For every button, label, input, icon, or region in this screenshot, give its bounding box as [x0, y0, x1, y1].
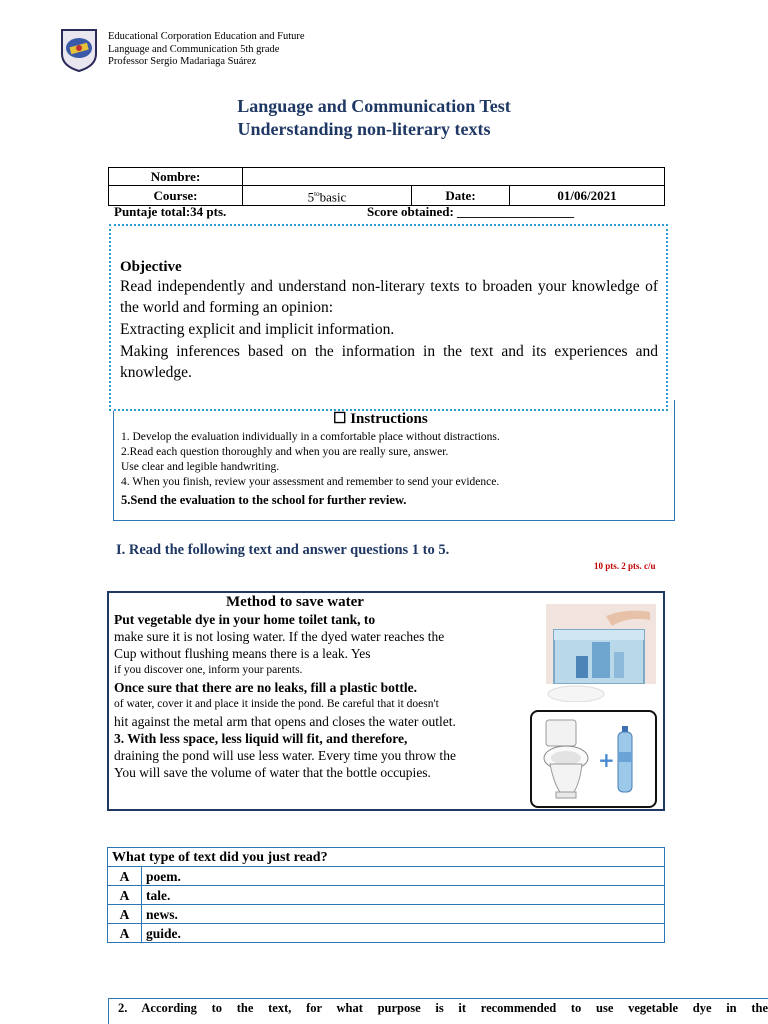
institution-name: Educational Corporation Education and Future: [108, 31, 305, 42]
total-score: Puntaje total:34 pts.: [114, 204, 227, 219]
date-label: Date:: [412, 186, 510, 206]
instruction-item: 5.Send the evaluation to the school for further review.: [121, 493, 407, 507]
course-subject: Language and Communication 5th grade: [108, 43, 280, 55]
name-label: Nombre:: [109, 168, 243, 186]
option-text: tale.: [142, 886, 665, 905]
instructions-heading: ☐ Instructions: [333, 411, 428, 427]
section-heading: I. Read the following text and answer questions 1 to 5.: [116, 542, 450, 558]
plus-icon: +: [598, 748, 615, 772]
option-letter: A: [108, 924, 142, 943]
answer-option[interactable]: [108, 905, 665, 924]
instruction-item: 4. When you finish, review your assessment and remember to send your evidence.: [121, 476, 500, 488]
question-2-prompt: 2. According to the text, for what purpose is it recommended to use vegetable dye in the: [118, 1001, 768, 1015]
objective-point: Extracting explicit and implicit information.: [120, 321, 395, 338]
reading-title: Method to save water: [226, 594, 364, 610]
instruction-item: 2.Read each question thoroughly and when you are really sure, answer.: [121, 446, 449, 458]
instructions-list: [121, 430, 661, 508]
objective-text: Read independently and understand non-literary texts to broaden your knowledge of the world and forming an opinion:: [120, 278, 658, 316]
objective-point: Making inferences based on the information in the text and its experiences and knowledge.: [120, 343, 658, 381]
question-1-table: [107, 847, 665, 943]
objective-box: [109, 224, 668, 411]
toilet-bottle-image: [530, 710, 657, 808]
course-value: $5^{to}basic$: [243, 186, 412, 206]
test-subtitle: Understanding non-literary texts: [237, 119, 491, 139]
reading-text: Put vegetable dye in your home toilet tank, to make sure it is not losing water. If the dyed water reaches the Cup without flushing means there is a leak. Yes if you discover one, inform your parents. Once sure that there are no leaks, fill a plastic bottle. of water, cover it and place it inside the pond. Be careful that it doesn't hit against the metal arm that opens and closes the water outlet. 3. With less space, less liquid will fit, and therefore, draining the pond will use less water. Every time you throw the You will save the volume of water that the bottle occupies.: [114, 612, 456, 780]
instruction-item: Use clear and legible handwriting.: [121, 461, 280, 473]
professor-name: Professor Sergio Madariaga Suárez: [108, 56, 257, 67]
school-logo: [60, 28, 98, 72]
answer-option[interactable]: [108, 886, 665, 905]
date-value: 01/06/2021: [510, 186, 665, 206]
question-1-prompt: What type of text did you just read?: [108, 848, 665, 867]
toilet-tank-image: [546, 604, 656, 702]
score-obtained-field[interactable]: Score obtained: __________________: [367, 204, 575, 219]
option-letter: A: [108, 905, 142, 924]
student-info-table: [108, 167, 665, 206]
option-text: poem.: [142, 867, 665, 886]
checkbox-icon: ☐: [333, 411, 347, 427]
option-letter: A: [108, 886, 142, 905]
option-text: guide.: [142, 924, 665, 943]
answer-option[interactable]: [108, 867, 665, 886]
option-text: news.: [142, 905, 665, 924]
instruction-item: 1. Develop the evaluation individually in a comfortable place without distractions.: [121, 431, 500, 443]
test-title: Language and Communication Test: [237, 96, 511, 116]
objective-heading: Objective: [120, 259, 182, 275]
course-label: Course:: [109, 186, 243, 206]
name-field[interactable]: [243, 168, 665, 186]
points-note: 10 pts. 2 pts. c/u: [594, 561, 656, 571]
option-letter: A: [108, 867, 142, 886]
institution-header: [108, 31, 305, 69]
answer-option[interactable]: [108, 924, 665, 943]
